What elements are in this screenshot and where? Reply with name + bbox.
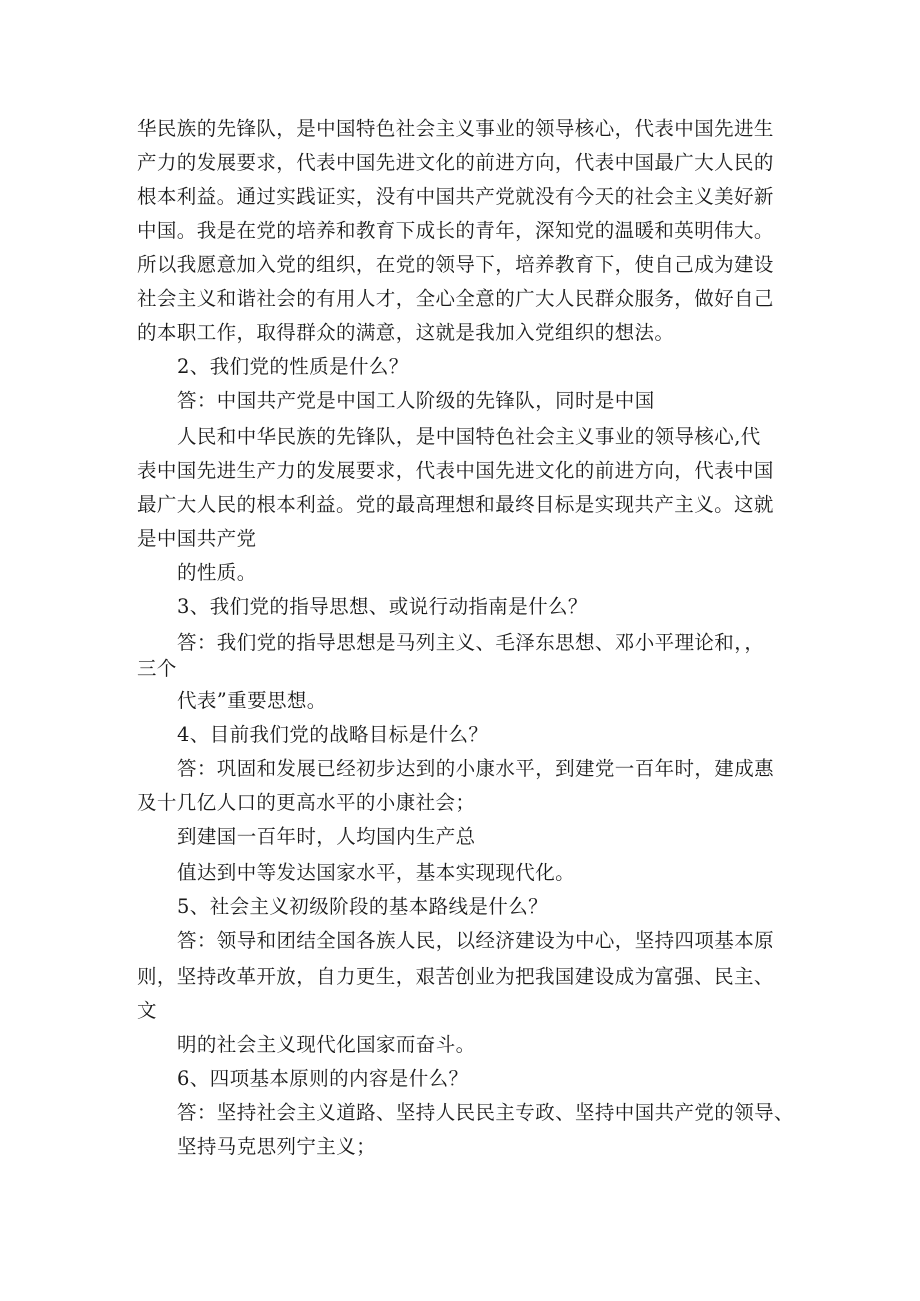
- answer-line: 答：坚持社会主义道路、坚持人民民主专政、坚持中国共产党的领导、: [177, 1101, 794, 1124]
- text-line: 中国。我是在党的培养和教育下成长的青年，深知党的温暖和英明伟大。: [137, 219, 774, 242]
- question-heading: 3、我们党的指导思想、或说行动指南是什么？: [177, 595, 588, 618]
- text-line: 及十几亿人口的更高水平的小康社会；: [137, 791, 476, 814]
- text-line: 社会主义和谐社会的有用人才，全心全意的广大人民群众服务，做好自己: [137, 287, 774, 310]
- text-line: 华民族的先锋队，是中国特色社会主义事业的领导核心，代表中国先进生: [137, 117, 774, 140]
- text-line: 最广大人民的根本利益。党的最高理想和最终目标是实现共产主义。这就: [137, 493, 774, 516]
- text-line: 坚持马克思列宁主义；: [177, 1135, 377, 1158]
- text-line: 则，坚持改革开放，自力更生，艰苦创业为把我国建设成为富强、民主、: [137, 965, 774, 988]
- question-heading: 4、目前我们党的战略目标是什么？: [177, 723, 489, 746]
- text-line: 代表”重要思想。: [177, 689, 327, 712]
- text-line: 的本职工作，取得群众的满意，这就是我加入党组织的想法。: [137, 321, 675, 344]
- text-line: 值达到中等发达国家水平，基本实现现代化。: [177, 861, 576, 884]
- question-heading: 6、四项基本原则的内容是什么？: [177, 1067, 469, 1090]
- text-line: 所以我愿意加入党的组织，在党的领导下，培养教育下，使自己成为建设: [137, 253, 774, 276]
- text-line: 根本利益。通过实践证实，没有中国共产党就没有今天的社会主义美好新: [137, 185, 774, 208]
- answer-line: 答：巩固和发展已经初步达到的小康水平，到建党一百年时，建成惠: [177, 757, 775, 780]
- question-heading: 2、我们党的性质是什么？: [177, 355, 409, 378]
- text-line: 表中国先进生产力的发展要求，代表中国先进文化的前进方向，代表中国: [137, 459, 774, 482]
- text-line: 是中国共产党: [137, 527, 257, 550]
- answer-line: 答：中国共产党是中国工人阶级的先锋队，同时是中国: [177, 389, 655, 412]
- text-line: 明的社会主义现代化国家而奋斗。: [177, 1033, 476, 1056]
- answer-line: 答：领导和团结全国各族人民，以经济建设为中心，坚持四项基本原: [177, 929, 775, 952]
- text-line: 产力的发展要求，代表中国先进文化的前进方向，代表中国最广大人民的: [137, 151, 774, 174]
- text-line: 文: [137, 999, 157, 1022]
- text-line: 三个: [137, 657, 177, 680]
- text-line: 人民和中华民族的先锋队，是中国特色社会主义事业的领导核心,代: [177, 425, 761, 448]
- answer-line: 答：我们党的指导思想是马列主义、毛泽东思想、邓小平理论和，，: [177, 631, 765, 654]
- question-heading: 5、社会主义初级阶段的基本路线是什么？: [177, 895, 549, 918]
- text-line: 的性质。: [177, 561, 257, 584]
- text-line: 到建国一百年时，人均国内生产总: [177, 825, 476, 848]
